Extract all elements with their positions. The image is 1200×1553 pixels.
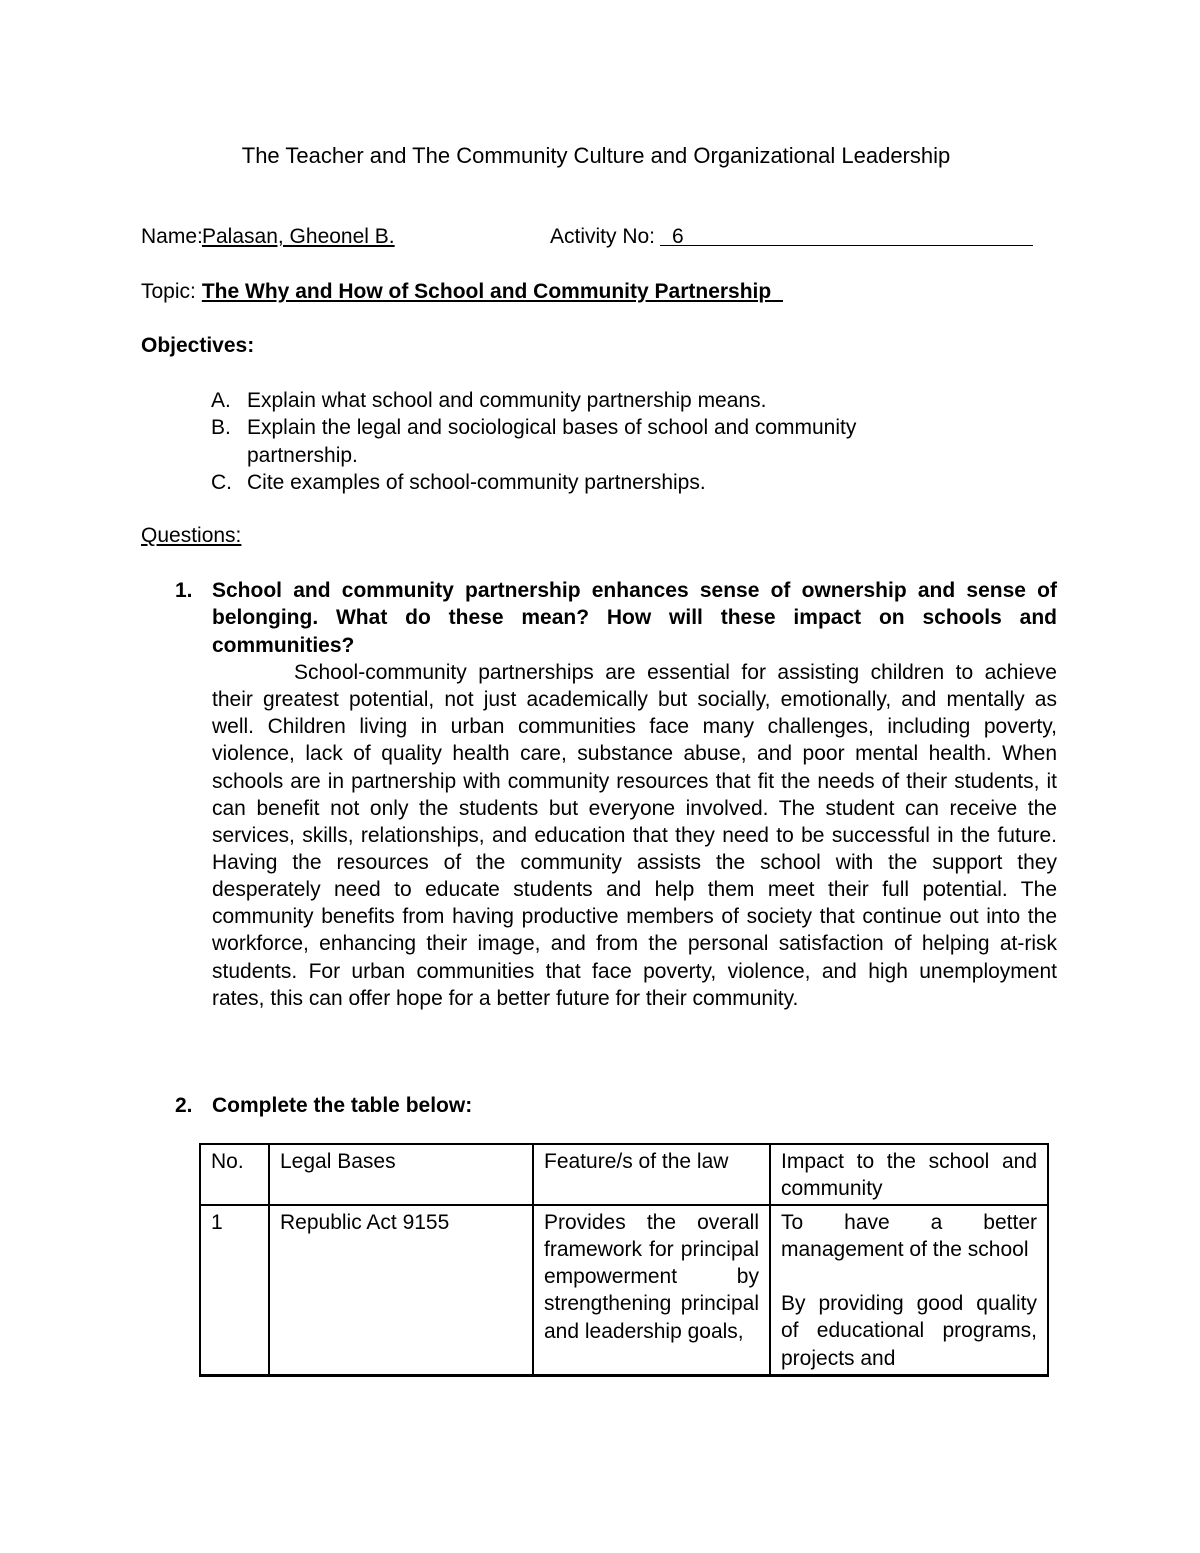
cell-impact xyxy=(770,1205,1048,1375)
name-value: Palasan, Gheonel B. xyxy=(202,225,395,248)
objective-item xyxy=(141,469,961,496)
objective-marker: B. xyxy=(211,416,231,440)
objective-marker: C. xyxy=(211,470,232,494)
topic-label: Topic: xyxy=(141,280,196,303)
header-features: Feature/s of the law xyxy=(533,1144,770,1205)
question-text: School and community partnership enhances sense of ownership and sense of belonging. What do these mean? How will these impact on schools and communities? xyxy=(212,579,1057,657)
objectives-heading: Objectives: xyxy=(141,334,255,357)
question-2 xyxy=(141,1092,1057,1119)
impact-text-1: To have a better management of the school xyxy=(781,1211,1037,1262)
question-number: 1. xyxy=(175,579,193,602)
name-activity-row xyxy=(141,224,1041,252)
table-header-row xyxy=(200,1144,1048,1205)
topic-value: The Why and How of School and Community Partnership xyxy=(201,280,772,303)
objective-marker: A. xyxy=(211,389,231,412)
objectives-list xyxy=(141,387,961,496)
cell-features: Provides the overall framework for principal empowerment by strengthening principal and leadership goals, xyxy=(533,1205,770,1375)
activity-value: 6 xyxy=(660,224,1033,246)
activity-label: Activity No: xyxy=(550,225,656,248)
table-row xyxy=(200,1205,1048,1375)
cell-legal-basis: Republic Act 9155 xyxy=(269,1205,533,1375)
impact-text-2: By providing good quality of educational programs, projects and xyxy=(781,1292,1037,1370)
answer-paragraph: School-community partnerships are essential for assisting children to achieve their greatest potential, not just academically but socially, emotionally, and mentally as well. Children living in urban communities face many challenges, including poverty, violence, lack of quality health care, substance abuse, and poor mental health. When schools are in partnership with community resources that fit the needs of their students, it can benefit not only the students but everyone involved. The student can receive the services, skills, relationships, and education that they need to be successful in the future. Having the resources of the community assists the school with the support they desperately need to educate students and help them meet their full potential. The community benefits from having productive members of society that continue out into the workforce, enhancing their image, and from the personal satisfaction of helping at-risk students. For urban communities that face poverty, violence, and high unemployment rates, this can offer hope for a better future for their community. xyxy=(212,660,1057,1010)
legal-bases-table xyxy=(199,1143,1049,1377)
objective-item xyxy=(141,387,961,414)
header-no: No. xyxy=(200,1144,269,1205)
header-impact: Impact to the school and community xyxy=(770,1144,1048,1205)
questions-heading: Questions: xyxy=(141,524,242,547)
objective-item xyxy=(141,414,961,469)
question-number: 2. xyxy=(175,1094,193,1117)
objective-text: Cite examples of school-community partnerships. xyxy=(247,470,706,494)
objective-text: Explain what school and community partnership means. xyxy=(247,389,767,412)
cell-no: 1 xyxy=(200,1205,269,1375)
question-1 xyxy=(141,577,1057,1012)
document-title: The Teacher and The Community Culture and Organizational Leadership xyxy=(241,143,951,168)
impact-spacer xyxy=(781,1263,1037,1290)
topic-row xyxy=(141,279,1041,305)
objective-text: Explain the legal and sociological bases of school and community partnership. xyxy=(247,416,857,467)
header-legal-bases: Legal Bases xyxy=(269,1144,533,1205)
question-text: Complete the table below: xyxy=(212,1094,473,1117)
name-label: Name: xyxy=(141,225,203,248)
